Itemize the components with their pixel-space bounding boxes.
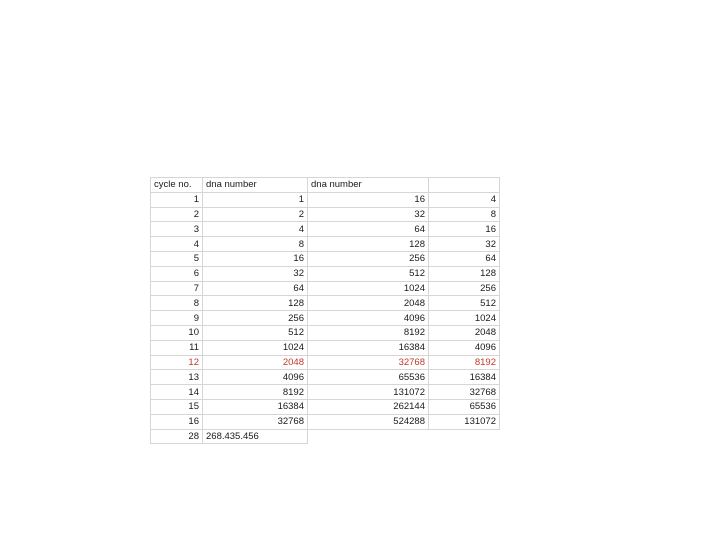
table-cell[interactable]: 1024 — [308, 281, 429, 296]
table-cell[interactable]: 1024 — [429, 311, 500, 326]
table-row — [151, 207, 500, 222]
table-cell[interactable]: 13 — [151, 370, 203, 385]
table-row — [151, 325, 500, 340]
table-cell[interactable]: 1 — [151, 192, 203, 207]
table-cell[interactable]: 16 — [203, 251, 308, 266]
footer-cell[interactable] — [308, 429, 429, 444]
table-cell[interactable]: 65536 — [308, 370, 429, 385]
table-cell[interactable]: 65536 — [429, 399, 500, 414]
table-cell[interactable]: 32768 — [429, 385, 500, 400]
table-row — [151, 370, 500, 385]
table-cell[interactable]: 7 — [151, 281, 203, 296]
table-cell[interactable]: 16384 — [308, 340, 429, 355]
table-cell[interactable]: 256 — [308, 251, 429, 266]
table-row — [151, 222, 500, 237]
header-row — [151, 178, 500, 193]
table-row — [151, 355, 500, 370]
table-row — [151, 414, 500, 429]
table-row — [151, 340, 500, 355]
table-cell[interactable]: 11 — [151, 340, 203, 355]
table-row — [151, 399, 500, 414]
table-cell[interactable]: 15 — [151, 399, 203, 414]
table-cell[interactable]: 2048 — [203, 355, 308, 370]
table-cell[interactable]: 64 — [203, 281, 308, 296]
header-cell-dna-number[interactable]: dna number — [203, 178, 308, 193]
table-cell[interactable]: 32 — [203, 266, 308, 281]
table-cell[interactable]: 4 — [151, 237, 203, 252]
table-cell[interactable]: 8 — [203, 237, 308, 252]
table-cell[interactable]: 64 — [429, 251, 500, 266]
footer-cell[interactable] — [429, 429, 500, 444]
table-cell[interactable]: 128 — [308, 237, 429, 252]
table-cell[interactable]: 4096 — [308, 311, 429, 326]
table-cell[interactable]: 12 — [151, 355, 203, 370]
table-cell[interactable]: 64 — [308, 222, 429, 237]
table-cell[interactable]: 10 — [151, 325, 203, 340]
table-cell[interactable]: 8192 — [308, 325, 429, 340]
table-cell[interactable]: 512 — [308, 266, 429, 281]
table-cell[interactable]: 131072 — [429, 414, 500, 429]
table-cell[interactable]: 16384 — [429, 370, 500, 385]
table-cell[interactable]: 2 — [203, 207, 308, 222]
table-cell[interactable]: 1 — [203, 192, 308, 207]
table-cell[interactable]: 524288 — [308, 414, 429, 429]
table-row — [151, 385, 500, 400]
table-row — [151, 281, 500, 296]
spreadsheet-table — [150, 177, 500, 444]
table-cell[interactable]: 14 — [151, 385, 203, 400]
table-cell[interactable]: 2048 — [308, 296, 429, 311]
table-cell[interactable]: 9 — [151, 311, 203, 326]
table-cell[interactable]: 262144 — [308, 399, 429, 414]
table-cell[interactable]: 16 — [308, 192, 429, 207]
table-cell[interactable]: 8192 — [203, 385, 308, 400]
table-cell[interactable]: 131072 — [308, 385, 429, 400]
table-body — [151, 178, 500, 444]
table-cell[interactable]: 32 — [429, 237, 500, 252]
table-cell[interactable]: 8 — [151, 296, 203, 311]
table-cell[interactable]: 512 — [429, 296, 500, 311]
table-cell[interactable]: 2048 — [429, 325, 500, 340]
table-cell[interactable]: 32 — [308, 207, 429, 222]
header-cell-cycle[interactable]: cycle no. — [151, 178, 203, 193]
table-row — [151, 237, 500, 252]
header-cell-empty[interactable] — [429, 178, 500, 193]
table-cell[interactable]: 32768 — [308, 355, 429, 370]
table-cell[interactable]: 128 — [429, 266, 500, 281]
table-cell[interactable]: 4 — [429, 192, 500, 207]
table-row — [151, 266, 500, 281]
table-cell[interactable]: 4096 — [203, 370, 308, 385]
table-cell[interactable]: 16 — [429, 222, 500, 237]
header-cell-dna-number-2[interactable]: dna number — [308, 178, 429, 193]
table-cell[interactable]: 3 — [151, 222, 203, 237]
table-row — [151, 192, 500, 207]
footer-row — [151, 429, 500, 444]
table-cell[interactable]: 1024 — [203, 340, 308, 355]
table-cell[interactable]: 8192 — [429, 355, 500, 370]
table-cell[interactable]: 8 — [429, 207, 500, 222]
table-cell[interactable]: 6 — [151, 266, 203, 281]
table-cell[interactable]: 512 — [203, 325, 308, 340]
table-cell[interactable]: 5 — [151, 251, 203, 266]
table-cell[interactable]: 256 — [429, 281, 500, 296]
table-cell[interactable]: 16 — [151, 414, 203, 429]
footer-cell[interactable]: 28 — [151, 429, 203, 444]
table-cell[interactable]: 2 — [151, 207, 203, 222]
table-cell[interactable]: 4 — [203, 222, 308, 237]
table-row — [151, 251, 500, 266]
table-cell[interactable]: 4096 — [429, 340, 500, 355]
table-row — [151, 296, 500, 311]
table-row — [151, 311, 500, 326]
table-cell[interactable]: 16384 — [203, 399, 308, 414]
footer-cell[interactable]: 268.435.456 — [203, 429, 308, 444]
table-cell[interactable]: 32768 — [203, 414, 308, 429]
table-cell[interactable]: 256 — [203, 311, 308, 326]
table-cell[interactable]: 128 — [203, 296, 308, 311]
